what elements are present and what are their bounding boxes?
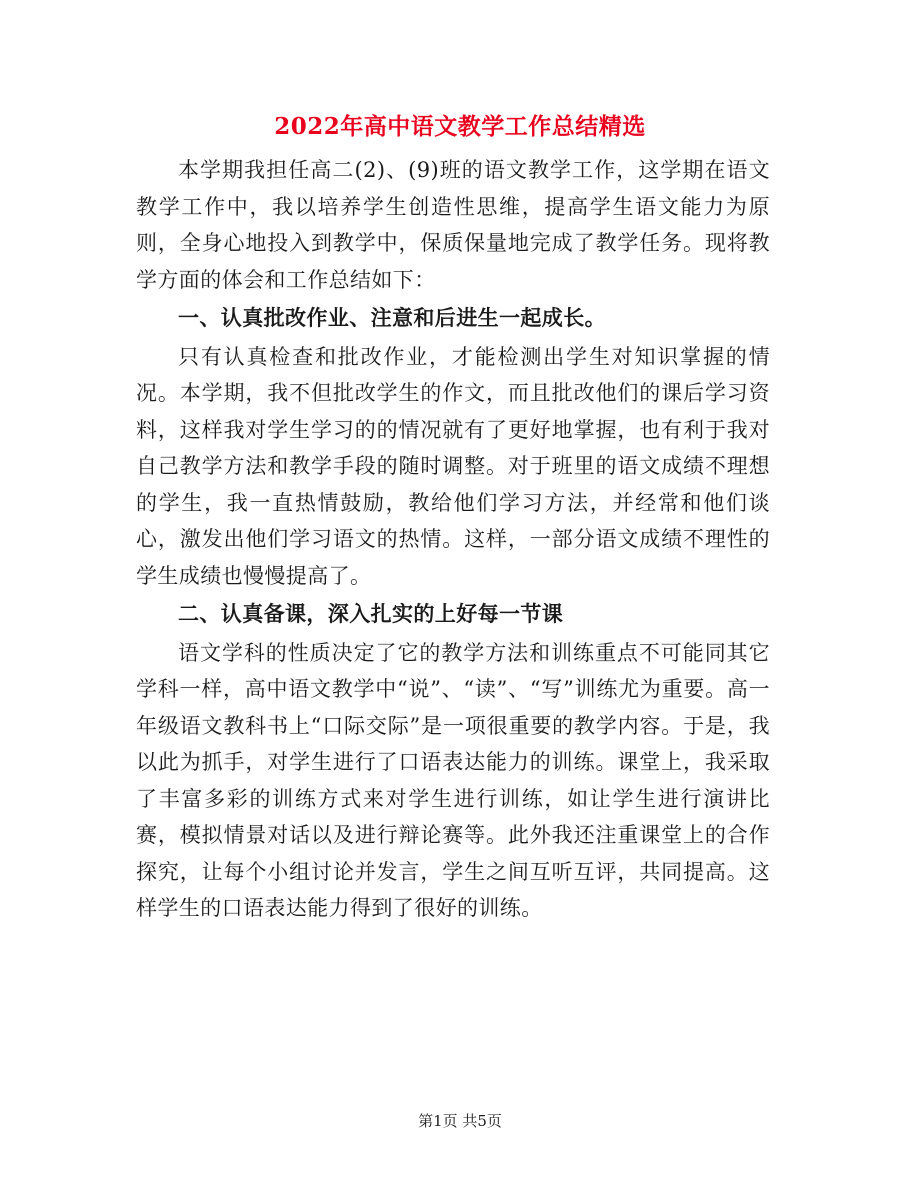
intro-paragraph: 本学期我担任高二(2)、(9)班的语文教学工作，这学期在语文教学工作中，我以培养学生创造性思维，提高学生语文能力为原则，全身心地投入到教学中，保质保量地完成了教学任务。现将教学方面的体会和工作总结如下： — [136, 158, 770, 292]
document-body — [136, 152, 770, 927]
page-number: 第1页 共5页 — [418, 1112, 502, 1130]
section-1-paragraph: 只有认真检查和批改作业，才能检测出学生对知识掌握的情况。本学期，我不但批改学生的作文，而且批改他们的课后学习资料，这样我对学生学习的的情况就有了更好地掌握，也有利于我对自己教学方法和教学手段的随时调整。对于班里的语文成绩不理想的学生，我一直热情鼓励，教给他们学习方法，并经常和他们谈心，激发出他们学习语文的热情。这样，一部分语文成绩不理性的学生成绩也慢慢提高了。 — [136, 344, 770, 588]
section-heading-1: 一、认真批改作业、注意和后进生一起成长。 — [178, 305, 606, 330]
document-title: 2022年高中语文教学工作总结精选 — [274, 113, 646, 140]
section-2-paragraph: 语文学科的性质决定了它的教学方法和训练重点不可能同其它学科一样，高中语文教学中“说”、“读”、“写”训练尤为重要。高一年级语文教科书上“口际交际”是一项很重要的教学内容。于是，我以此为抓手，对学生进行了口语表达能力的训练。课堂上，我采取了丰富多彩的训练方式来对学生进行训练，如让学生进行演讲比赛，模拟情景对话以及进行辩论赛等。此外我还注重课堂上的合作探究，让每个小组讨论并发言，学生之间互听互评，共同提高。这样学生的口语表达能力得到了很好的训练。 — [136, 640, 770, 920]
section-heading-2: 二、认真备课，深入扎实的上好每一节课 — [178, 601, 564, 626]
